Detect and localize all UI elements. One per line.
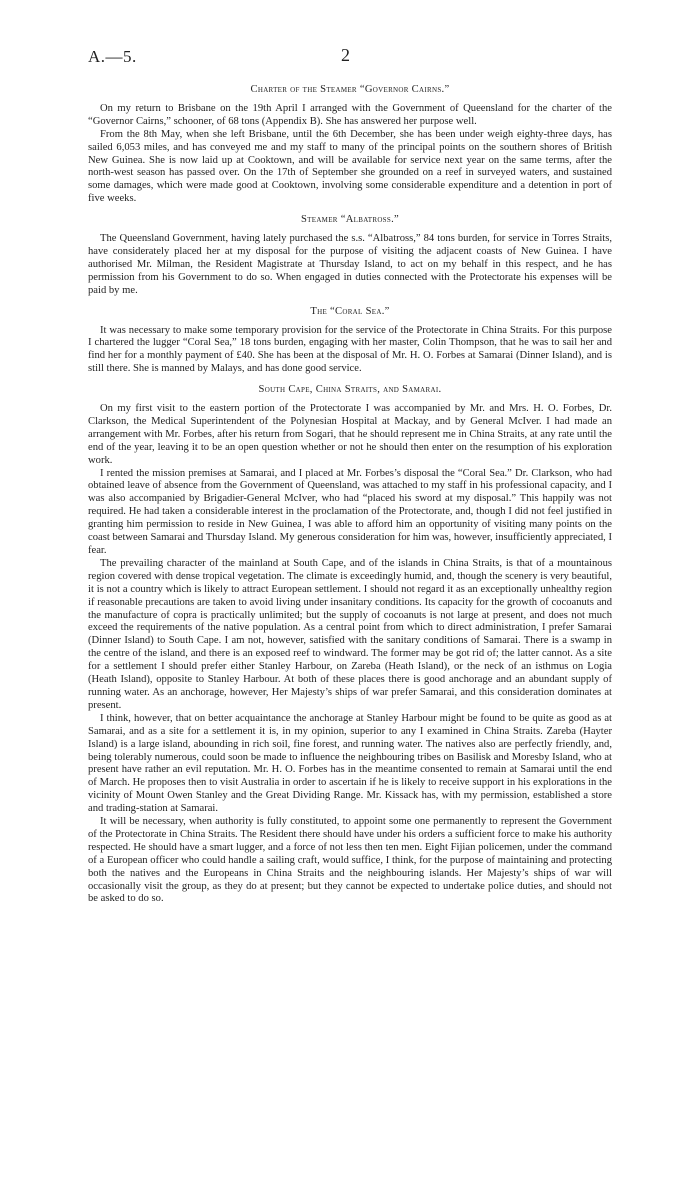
- paragraph: From the 8th May, when she left Brisbane, until the 6th December, she has been under weigh eighty-three days, has sailed 6,053 miles, and has conveyed me and my staff to many of the principal points on the southern shores of British New Guinea. She is now laid up at Cooktown, and will be available for service next year on the same terms, after the north-west season has passed over. On the 17th of September she grounded on a reef in surveyed waters, and sustained some damages, which were made good at Cooktown, involving some considerable expenditure and a detention in port of five weeks.: [88, 128, 612, 205]
- paragraph: The Queensland Government, having lately purchased the s.s. “Albatross,” 84 tons burden, for service in Torres Straits, have considerately placed her at my disposal for the purpose of visiting the adjacent coasts of New Guinea. I have authorised Mr. Milman, the Resident Magistrate at Thursday Island, to act on my behalf in this respect, and he has permission from his Government to do so. When engaged in duties connected with the Protectorate his expenses will be paid by me.: [88, 233, 612, 296]
- section-heading: Steamer “Albatross.”: [300, 214, 400, 226]
- section-albatross: [88, 214, 612, 297]
- section-coral-sea: [88, 306, 612, 377]
- paragraph: I think, however, that on better acquaintance the anchorage at Stanley Harbour might be found to be quite as good as at Samarai, and as a site for a settlement it is, in my opinion, superior to any I examined in China Straits. Zareba (Hayter Island) is a large island, abounding in rich soil, fine forest, and running water. The natives also are perfectly friendly, and, being tolerably numerous, could soon be made to influence the neighbouring tribes on Basilisk and Moresby Island, who at present have rather an evil reputation. Mr. H. O. Forbes has in the meantime consented to remain at Samarai until the end of March. He proposes then to visit Australia in order to ascertain if he is likely to receive support in his explorations in the vicinity of Mount Owen Stanley and the Great Dividing Range. Mr. Kissack has, with my permission, established a store and trading-station at Samarai.: [88, 712, 612, 815]
- paragraph: It was necessary to make some temporary provision for the service of the Protectorate in China Straits. For this purpose I chartered the lugger “Coral Sea,” 18 tons burden, engaging with her master, Colin Thompson, that he was to sail her and find her for a monthly payment of £40. She has been at the disposal of Mr. H. O. Forbes at Samarai (Dinner Island), and is still there. She is manned by Malays, and has done good service.: [88, 324, 612, 375]
- section-heading: Charter of the Steamer “Governor Cairns.”: [250, 84, 450, 95]
- paragraph: The prevailing character of the mainland at South Cape, and of the islands in China Straits, is that of a mountainous region covered with dense tropical vegetation. The climate is exceedingly humid, and, though the scenery is very beautiful, it is not a country which is likely to attract European settlement. I should not regard it as an exceptionally unhealthy region if reasonable precautions are taken to avoid living under insanitary conditions. Its capacity for the growth of cocoanuts and the manufacture of copra is practically unlimited; but the supply of cocoanuts is not large at present, and does not much exceed the requirements of the native population. As a central point from which to direct administration, I prefer Samarai (Dinner Island) to South Cape. I am not, however, satisfied with the sanitary conditions of Samarai. There is a swamp in the centre of the island, and there is an exposed reef to windward. The former may be got rid of; the latter cannot. As a site for a settlement I should prefer either Stanley Harbour, on Zareba (Heath Island), or the neck of an isthmus on Logia (Heath Island), opposite to Stanley Harbour. At both of these places there is good anchorage and an abundant supply of running water. As an anchorage, however, Her Majesty’s ships of war prefer Samarai, and this consideration dominates at present.: [88, 557, 612, 711]
- section-heading: The “Coral Sea.”: [310, 305, 390, 317]
- paragraph: On my first visit to the eastern portion of the Protectorate I was accompanied by Mr. and Mrs. H. O. Forbes, Dr. Clarkson, the Medical Superintendent of the Polynesian Hospital at Mackay, and by General McIver. I had made an arrangement with Mr. Forbes, after his return from Sogari, that he should represent me in China Straits, at any rate until the end of the year, leaving it to be an open question whether or not he should then enter on the resumption of his exploration work.: [88, 403, 612, 466]
- paragraph: I rented the mission premises at Samarai, and I placed at Mr. Forbes’s disposal the “Coral Sea.” Dr. Clarkson, who had obtained leave of absence from the Government of Queensland, was attached to my staff in his professional capacity, and I was also accompanied by Brigadier-General McIver, who had “placed his sword at my disposal.” This happily was not required. He had taken a considerable interest in the proclamation of the Protectorate, and, though I did not feel justified in granting him permission to reside in New Guinea, I was able to afford him an opportunity of visiting many points on the coast between Samarai and Thursday Island. My generous consideration for him was, however, insufficiently appreciated, I fear.: [88, 467, 612, 556]
- section-heading: South Cape, China Straits, and Samarai.: [258, 384, 442, 396]
- document-code: A.—5.: [88, 47, 137, 66]
- section-south-cape: [88, 384, 612, 906]
- page-number: 2: [341, 45, 350, 65]
- paragraph: It will be necessary, when authority is fully constituted, to appoint some one permanently to represent the Government of the Protectorate in China Straits. The Resident there should have under his orders a sufficient force to make his authority respected. He should have a smart lugger, and a force of not less then ten men. Eight Fijian policemen, under the command of a European officer who could handle a sailing craft, would suffice, I think, for the purpose of maintaining and protecting both the natives and the Europeans in China Straits and the neighbouring islands. Her Majesty’s ships of war will occasionally visit the group, as they do at present; but they cannot be expected to undertake police duties, and should not be asked to do so.: [88, 816, 612, 905]
- section-governor-cairns: [88, 84, 612, 206]
- paragraph: On my return to Brisbane on the 19th April I arranged with the Government of Queensland for the charter of the “Governor Cairns,” schooner, of 68 tons (Appendix B). She has answered her purpose well.: [88, 102, 612, 127]
- page-body: [88, 76, 612, 906]
